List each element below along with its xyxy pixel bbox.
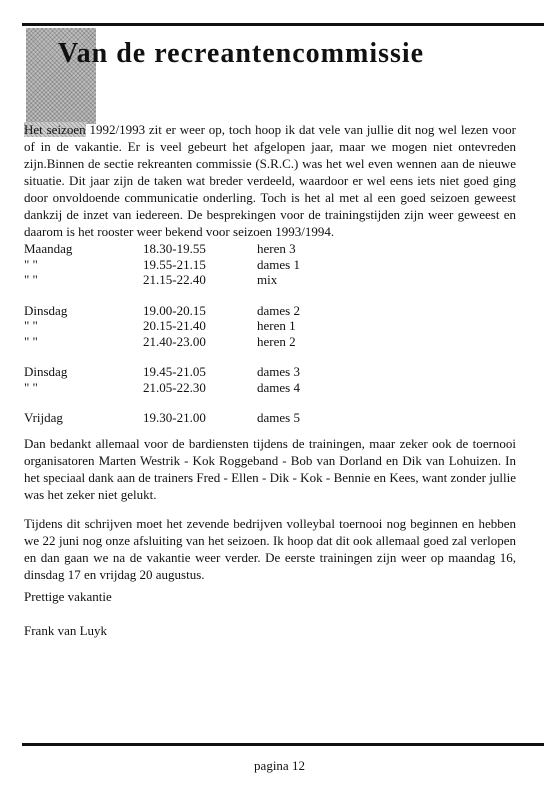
schedule-day: Vrijdag: [24, 410, 63, 425]
schedule-team: heren 1: [257, 318, 296, 333]
thanks-paragraph: Dan bedankt allemaal voor de bardiensten tijdens de trainingen, maar zeker ook de toernooi organisatoren Marten Westrik - Kok Roggeband - Bob van Dorland en Dik van Lohuizen. In het speciaal dank aan de trainers Fred - Ellen - Dik - Kok - Bennie en Kees, want zonder jullie was het zeker niet gelukt.: [24, 436, 516, 502]
schedule-day: Maandag: [24, 241, 73, 256]
signature-line: Frank van Luyk: [24, 623, 108, 638]
schedule-team: dames 1: [257, 256, 300, 272]
schedule-time: 19.30-21.00: [143, 410, 206, 425]
schedule-time: 19.55-21.15: [143, 256, 206, 272]
schedule-team: dames 2: [257, 302, 300, 318]
schedule-row: [24, 303, 424, 319]
schedule-day: " ": [24, 379, 38, 395]
schedule-day: " ": [24, 318, 38, 333]
schedule-group-friday: [24, 410, 424, 426]
intro-lead-highlight: Het seizoen: [24, 122, 86, 137]
schedule-time: 19.45-21.05: [143, 364, 206, 379]
schedule-row: [24, 272, 424, 288]
schedule-row: [24, 410, 424, 426]
schedule-time: 20.15-21.40: [143, 318, 206, 333]
schedule-row: [24, 380, 424, 396]
schedule-team: heren 2: [257, 333, 296, 349]
schedule-team: mix: [257, 272, 278, 287]
schedule-day: " ": [24, 333, 38, 349]
schedule-row: [24, 334, 424, 350]
schedule-row: [24, 257, 424, 273]
intro-paragraph: [24, 121, 516, 240]
closing-line: Prettige vakantie: [24, 589, 112, 604]
schedule-row: [24, 318, 424, 334]
schedule-group-monday: [24, 241, 424, 288]
schedule-team: dames 4: [257, 379, 300, 395]
schedule-team: heren 3: [257, 241, 296, 256]
schedule-day: Dinsdag: [24, 364, 68, 379]
top-rule: [22, 23, 544, 26]
schedule-day: " ": [24, 272, 38, 287]
schedule-group-tuesday-1: [24, 303, 424, 350]
schedule-time: 21.40-23.00: [143, 333, 206, 349]
schedule-time: 19.00-20.15: [143, 302, 206, 318]
schedule-row: [24, 241, 424, 257]
schedule-row: [24, 364, 424, 380]
page-title: Van de recreantencommissie: [58, 38, 425, 69]
schedule-day: " ": [24, 256, 38, 272]
schedule-team: dames 5: [257, 410, 300, 425]
schedule-time: 21.15-22.40: [143, 272, 206, 287]
page-number: pagina 12: [254, 758, 305, 773]
training-schedule: [24, 241, 424, 441]
intro-text: 1992/1993 zit er weer op, toch hoop ik dat vele van jullie dit nog wel lezen voor of in de vakantie. Er is veel gebeurt het afgelopen jaar, maar we mogen niet ontevreden zijn.Binnen de sectie rekreanten commissie (S.R.C.) was het wel even wennen aan de nieuwe situatie. Dit jaar zijn de taken wat breder verdeeld, waardoor er wel eens iets niet goed ging door onvoldoende communicatie onderling. Toch is het al met al een goed seizoen geweest dankzij de inzet van iedereen. De besprekingen voor de trainingstijden zijn weer geweest en daarom is het rooster weer bekend voor seizoen 1993/1994.: [24, 122, 516, 239]
schedule-time: 18.30-19.55: [143, 241, 206, 256]
schedule-team: dames 3: [257, 364, 300, 379]
schedule-group-tuesday-2: [24, 364, 424, 395]
schedule-day: Dinsdag: [24, 302, 68, 318]
bottom-rule: [22, 743, 544, 746]
tournament-paragraph: Tijdens dit schrijven moet het zevende bedrijven volleybal toernooi nog beginnen en hebben we 22 juni nog onze afsluiting van het seizoen. Ik hoop dat dit ook allemaal goed zal verlopen en dan gaan we na de vakantie weer verder. De eerste trainingen zijn weer op maandag 16, dinsdag 17 en vrijdag 20 augustus.: [24, 516, 516, 582]
schedule-time: 21.05-22.30: [143, 379, 206, 395]
